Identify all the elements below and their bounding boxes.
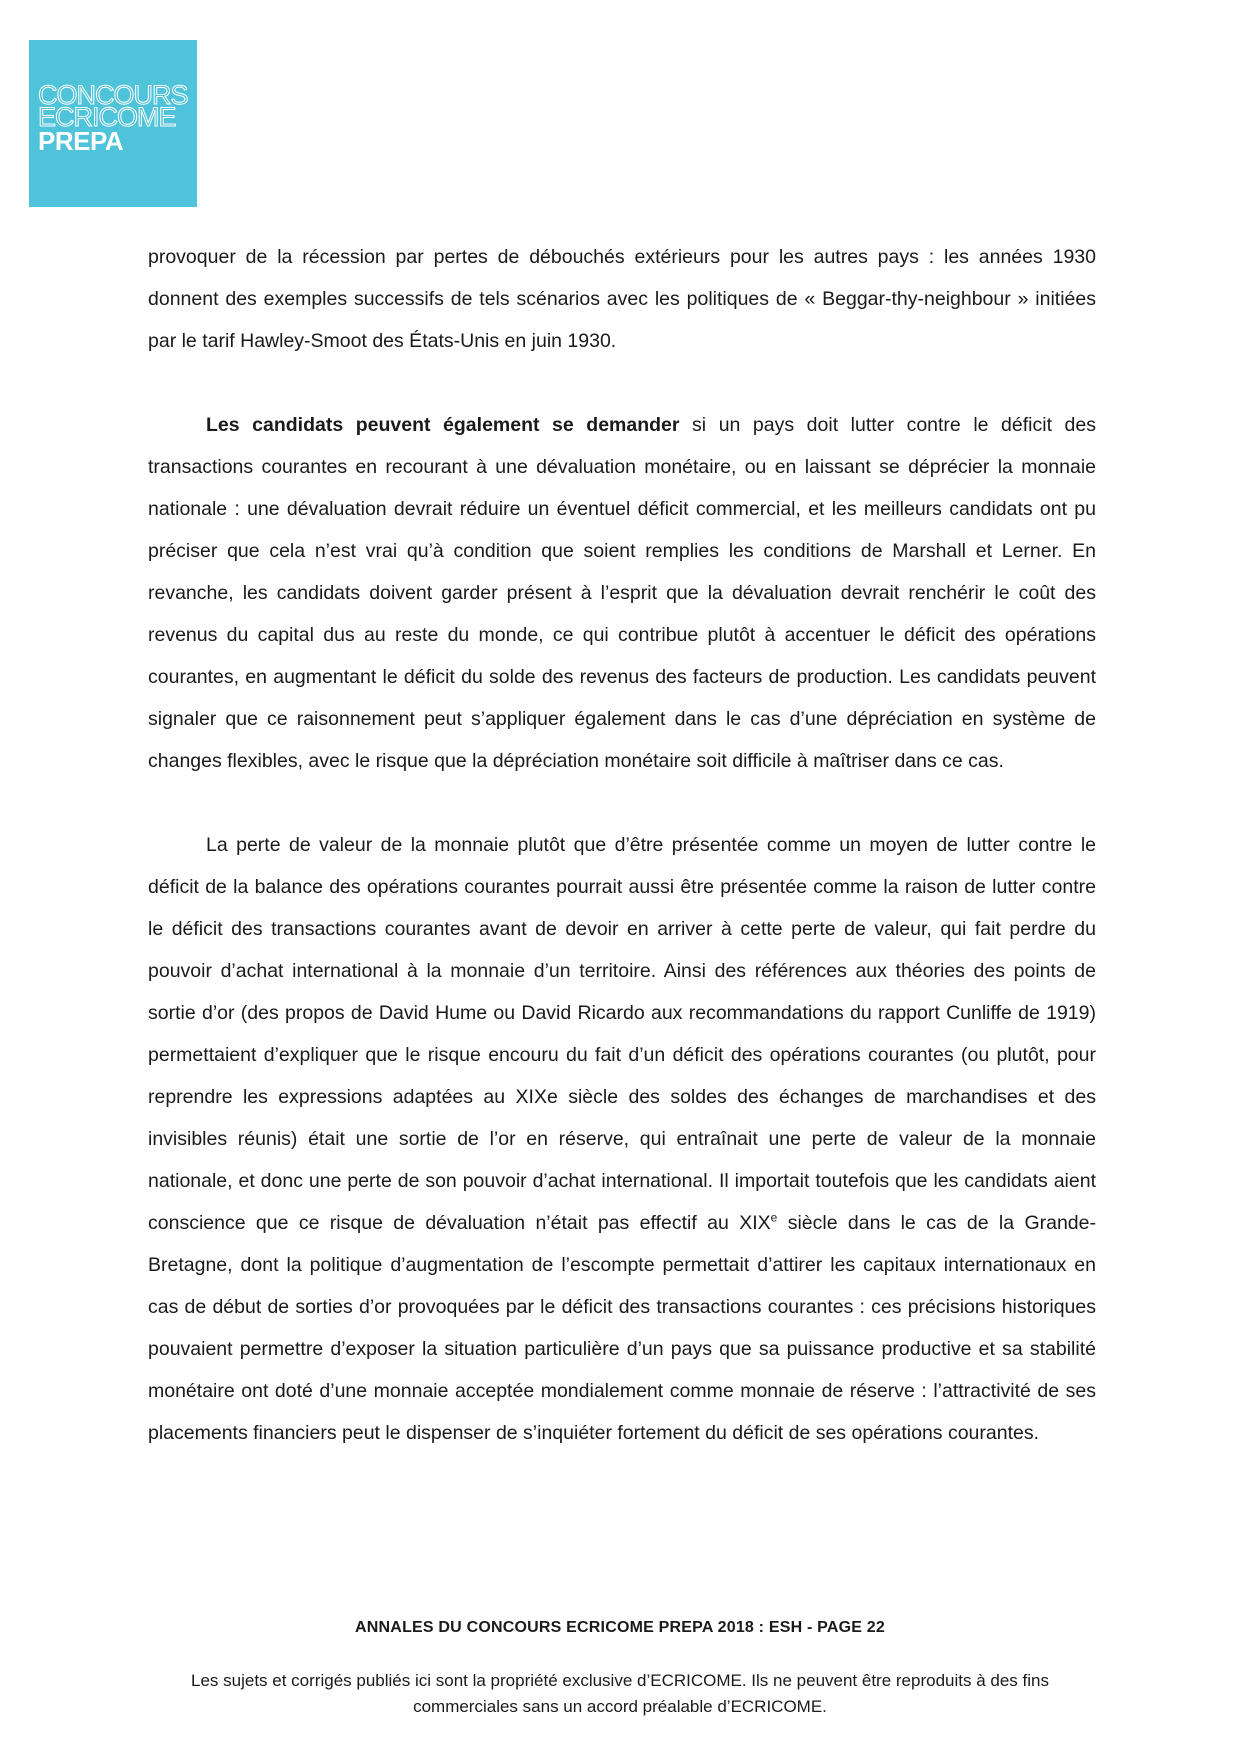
footer-copyright-note: Les sujets et corrigés publiés ici sont la propriété exclusive d’ECRICOME. Ils ne peuvent être reproduits à des fins commerciales sans un accord préalable d’ECRICOME. [191, 1671, 1049, 1716]
paragraph-2 [148, 404, 1096, 782]
paragraph-2-text: si un pays doit lutter contre le déficit des transactions courantes en recourant à une dévaluation monétaire, ou en laissant se déprécier la monnaie nationale : une dévaluation devrait réduire un éventuel déficit commercial, et les meilleurs candidats ont pu préciser que cela n’est vrai qu’à condition que soient remplies les conditions de Marshall et Lerner. En revanche, les candidats doivent garder présent à l’esprit que la dévaluation devrait renchérir le coût des revenus du capital dus au reste du monde, ce qui contribue plutôt à accentuer le déficit des opérations courantes, en augmentant le déficit du solde des revenus des facteurs de production. Les candidats peuvent signaler que ce raisonnement peut s’appliquer également dans le cas d’une dépréciation en système de changes flexibles, avec le risque que la dépréciation monétaire soit difficile à maîtriser dans ce cas. [148, 414, 1096, 772]
paragraph-3-text-a: La perte de valeur de la monnaie plutôt que d’être présentée comme un moyen de lutter contre le déficit de la balance des opérations courantes pourrait aussi être présentée comme la raison de lutter contre le déficit des transactions courantes avant de devoir en arriver à cette perte de valeur, qui fait perdre du pouvoir d’achat international à la monnaie d’un territoire. Ainsi des références aux théories des points de sortie d’or (des propos de David Hume ou David Ricardo aux recommandations du rapport Cunliffe de 1919) permettaient d’expliquer que le risque encouru du fait d’un déficit des opérations courantes (ou plutôt, pour reprendre les expressions adaptées au XIXe siècle des soldes des échanges de marchandises et des invisibles réunis) était une sortie de l’or en réserve, qui entraînait une perte de valeur de la monnaie nationale, et donc une perte de son pouvoir d’achat international. Il importait toutefois que les candidats aient conscience que ce risque de dévaluation n’était pas effectif au XIX [148, 834, 1096, 1234]
paragraph-3 [148, 824, 1096, 1454]
logo-line-concours: CONCOURS [38, 80, 188, 110]
paragraph-3-superscript: e [770, 1210, 778, 1225]
ecricome-logo [29, 40, 197, 207]
paragraph-3-text-b: siècle dans le cas de la Grande-Bretagne, dont la politique d’augmentation de l’escompte permettait d’attirer les capitaux internationaux en cas de début de sorties d’or provoquées par le déficit des transactions courantes : ces précisions historiques pouvaient permettre d’exposer la situation particulière d’un pays que sa puissance productive et sa stabilité monétaire ont doté d’une monnaie acceptée mondialement comme monnaie de réserve : l’attractivité de ses placements financiers peut le dispenser de s’inquiéter fortement du déficit de ses opérations courantes. [148, 1212, 1096, 1444]
logo-line-ecricome: ECRICOME [38, 102, 176, 132]
paragraph-spacer [148, 782, 1096, 824]
paragraph-1: provoquer de la récession par pertes de débouchés extérieurs pour les autres pays : les années 1930 donnent des exemples successifs de tels scénarios avec les politiques de « Beggar-thy-neighbour » initiées par le tarif Hawley-Smoot des États-Unis en juin 1930. [148, 246, 1096, 352]
document-body [148, 236, 1096, 1454]
paragraph-2-lead: Les candidats peuvent également se demander [206, 414, 680, 436]
logo-line-prepa: PREPA [38, 126, 124, 156]
footer-title: ANNALES DU CONCOURS ECRICOME PREPA 2018 : ESH - PAGE 22 [355, 1619, 885, 1636]
paragraph-spacer [148, 362, 1096, 404]
